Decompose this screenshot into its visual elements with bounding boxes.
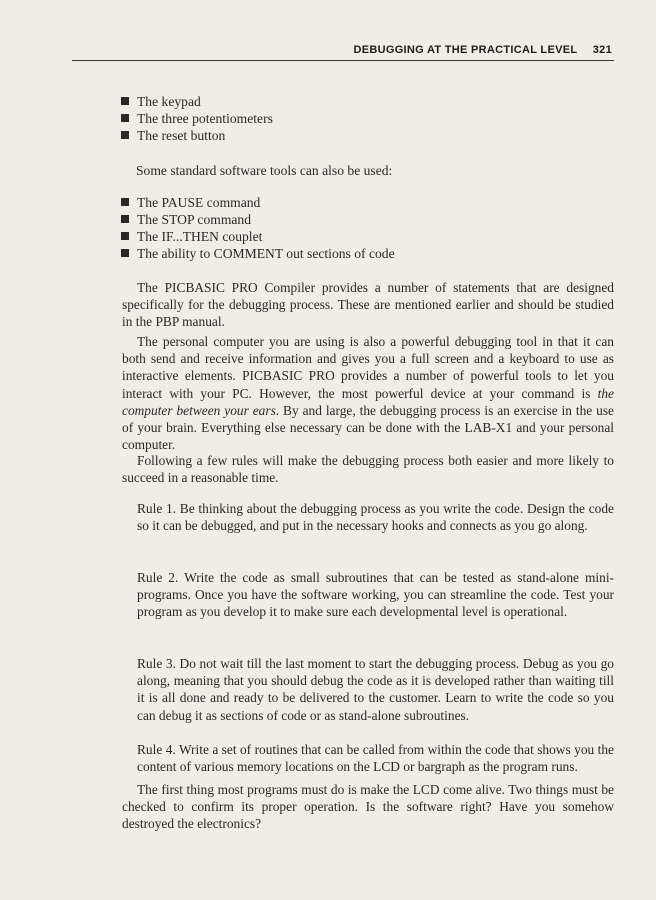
square-bullet-icon [121,249,129,257]
list-item: The reset button [121,127,273,144]
header-divider [72,60,614,61]
square-bullet-icon [121,232,129,240]
chapter-title: DEBUGGING AT THE PRACTICAL LEVEL [353,44,578,56]
paragraph-lcd: The first thing most programs must do is make the LCD come alive. Two things must be checked to confirm its proper operation. Is the software right? Have you somehow destroyed the electronics? [122,782,614,832]
emphasis-text: the computer between your ears [122,385,614,418]
square-bullet-icon [121,131,129,139]
rule-2: Rule 2. Write the code as small subroutines that can be tested as stand-alone mini-programs. Once you have the software working, you can streamline the code. Test your program as you develop it to make sure each developmental level is operational. [137,570,614,620]
rule-1: Rule 1. Be thinking about the debugging process as you write the code. Design the code so it can be debugged, and put in the necessary hooks and connects as you go along. [137,501,614,534]
paragraph-rules-intro: Following a few rules will make the debugging process both easier and more likely to succeed in a reasonable time. [122,453,614,486]
rule-3: Rule 3. Do not wait till the last moment to start the debugging process. Debug as you go along, meaning that you should debug the code as it is developed rather than waiting till it is all done and ready to be delivered to the customer. Learn to write the code so you can debug it as sections of code or as stand-alone subroutines. [137,656,614,723]
square-bullet-icon [121,215,129,223]
software-tools-intro: Some standard software tools can also be used: [136,163,393,178]
software-tools-list [121,194,395,262]
page-number: 321 [592,44,612,56]
list-item: The PAUSE command [121,194,395,211]
running-header [0,44,656,64]
paragraph-personal-computer: The personal computer you are using is also a powerful debugging tool in that it can both send and receive information and gives you a full screen and a keyboard to use as interactive elements. PICBASIC PRO provides a number of powerful tools to let you interact with your PC. However, the most powerful device at your command is the computer between your ears. By and large, the debugging process is an exercise in the use of your brain. Everything else necessary can be done with the LAB-X1 and your personal computer. [122,334,614,453]
header-text [353,44,612,56]
paragraph-compiler: The PICBASIC PRO Compiler provides a number of statements that are designed specifically for the debugging process. These are mentioned earlier and should be studied in the PBP manual. [122,280,614,330]
list-item: The STOP command [121,211,395,228]
square-bullet-icon [121,114,129,122]
list-item: The IF...THEN couplet [121,228,395,245]
list-item: The ability to COMMENT out sections of code [121,245,395,262]
square-bullet-icon [121,97,129,105]
square-bullet-icon [121,198,129,206]
list-item: The keypad [121,93,273,110]
rule-4: Rule 4. Write a set of routines that can be called from within the code that shows you the content of various memory locations on the LCD or bargraph as the program runs. [137,742,614,775]
list-item: The three potentiometers [121,110,273,127]
hardware-tools-list [121,93,273,144]
